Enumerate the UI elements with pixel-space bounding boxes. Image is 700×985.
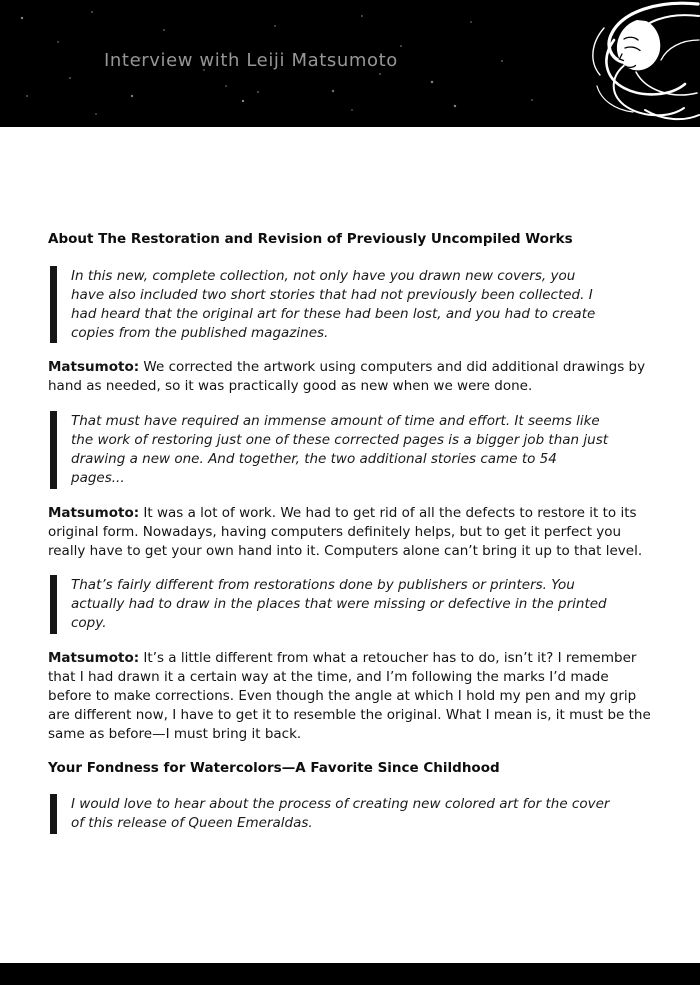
answer-paragraph xyxy=(48,358,654,396)
interviewer-question xyxy=(50,575,611,634)
answer-text: It was a lot of work. We had to get rid of all the defects to restore it to its original form. Nowadays, having computers definitely helps, but to get it perfect you really have to get your own hand into it. Computers alone can’t bring it up to that level. xyxy=(48,504,643,559)
speaker-label: Matsumoto: xyxy=(48,650,140,667)
footer-band xyxy=(0,963,700,985)
portrait-illustration xyxy=(485,0,700,127)
interview-content xyxy=(48,230,654,849)
answer-text: It’s a little different from what a retoucher has to do, isn’t it? I remember that I had drawn it a certain way at the time, and I’m following the marks I’d made before to make corrections. Even though the angle at which I hold my pen and my grip are different now, I have to get it to resemble the original. What I mean is, it must be the same as before—I must bring it back. xyxy=(48,650,651,742)
question-text: In this new, complete collection, not only have you drawn new covers, you have also included two short stories that had not previously been collected. I had heard that the original art for these had been lost, and you had to create copies from the published magazines. xyxy=(71,267,596,341)
question-text: That must have required an immense amount of time and effort. It seems like the work of restoring just one of these corrected pages is a bigger job than just drawing a new one. And together, the two additional stories came to 54 pages... xyxy=(71,413,609,486)
section-heading-restoration: About The Restoration and Revision of Previously Uncompiled Works xyxy=(48,231,573,247)
interviewer-question xyxy=(50,266,611,344)
question-text: That’s fairly different from restorations done by publishers or printers. You actually had to draw in the places that were missing or defective in the printed copy. xyxy=(71,577,607,632)
section-heading-watercolors: Your Fondness for Watercolors—A Favorite Since Childhood xyxy=(48,759,500,776)
page-title: Interview with Leiji Matsumoto xyxy=(104,50,398,71)
interviewer-question xyxy=(50,794,611,834)
speaker-label: Matsumoto: xyxy=(48,359,140,376)
interviewer-question xyxy=(50,411,611,489)
answer-paragraph xyxy=(48,649,654,743)
answer-text: We corrected the artwork using computers and did additional drawings by hand as needed, so it was practically good as new when we were done. xyxy=(48,359,646,395)
question-text: I would love to hear about the process of creating new colored art for the cover of this release of Queen Emeraldas. xyxy=(71,796,610,832)
header-band xyxy=(0,0,700,127)
speaker-label: Matsumoto: xyxy=(48,504,140,521)
answer-paragraph xyxy=(48,504,654,561)
